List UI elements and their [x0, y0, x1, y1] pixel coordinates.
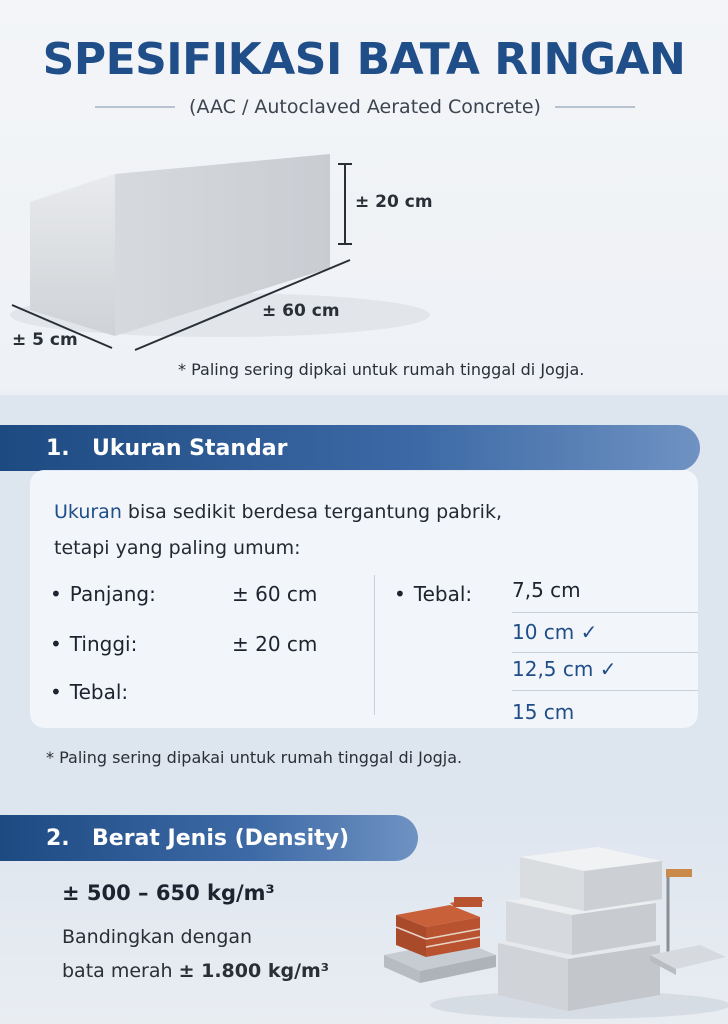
thickness-option: [512, 578, 652, 602]
spec-item-length: • Panjang:: [50, 582, 156, 606]
block-front-face: [30, 174, 115, 336]
thickness-divider: [512, 612, 698, 613]
compare-prefix: bata merah: [62, 960, 179, 982]
spec-label: Tebal:: [69, 680, 129, 704]
thickness-value: 15 cm: [512, 700, 575, 724]
thickness-option: [512, 657, 652, 681]
section1-note: * Paling sering dipakai untuk rumah tinggal di Jogja.: [46, 748, 463, 767]
density-value: ± 500 – 650 kg/m³: [62, 881, 275, 905]
thickness-value: 10 cm: [512, 620, 575, 644]
hero-note: * Paling sering dipkai untuk rumah tinggal di Jogja.: [178, 360, 585, 379]
red-brick-density: ± 1.800 kg/m³: [178, 960, 330, 982]
check-icon: ✓: [599, 657, 617, 681]
thickness-heading: • Tebal:: [394, 582, 473, 606]
dimension-height: ± 20 cm: [355, 192, 433, 212]
thickness-divider: [512, 690, 698, 691]
section1-header: [0, 425, 700, 471]
section2-title: Berat Jenis (Density): [92, 825, 350, 851]
check-icon: ✓: [580, 620, 598, 644]
column-divider: [374, 575, 375, 715]
subtitle-row: [95, 92, 635, 122]
thickness-divider: [512, 652, 698, 653]
dimension-thickness: ± 5 cm: [12, 330, 78, 350]
thickness-value: 12,5 cm: [512, 657, 594, 681]
thickness-value: 7,5 cm: [512, 578, 581, 602]
section1-number: 1.: [46, 435, 70, 461]
section1-title: Ukuran Standar: [92, 435, 288, 461]
section2-header: [0, 815, 418, 861]
page-title: SPESIFIKASI BATA RINGAN: [42, 34, 686, 85]
subtitle-rule-left: [95, 106, 175, 108]
spec-item-thickness: • Tebal:: [50, 680, 129, 704]
spec-label: Tinggi:: [69, 632, 138, 656]
spec-value-height: ± 20 cm: [232, 632, 318, 656]
spec-label: Panjang:: [69, 582, 156, 606]
aac-block-illustration: [0, 140, 728, 390]
blocks-vs-bricks-illustration: [380, 835, 728, 1024]
red-bricks: [396, 897, 484, 957]
page-subtitle: (AAC / Autoclaved Aerated Concrete): [189, 96, 541, 118]
aac-blocks: [498, 847, 662, 1011]
subtitle-rule-right: [555, 106, 635, 108]
spec-item-height: • Tinggi:: [50, 632, 138, 656]
thickness-option: [512, 620, 652, 644]
compare-line1: Bandingkan dengan: [62, 926, 253, 948]
intro-line2: tetapi yang paling umum:: [54, 537, 301, 559]
thickness-option: [512, 700, 652, 724]
section2-number: 2.: [46, 825, 70, 851]
dimension-length: ± 60 cm: [262, 301, 340, 321]
intro-highlight: Ukuran: [54, 501, 122, 523]
section1-intro: [54, 494, 664, 566]
spec-value-length: ± 60 cm: [232, 582, 318, 606]
compare-line2: [62, 960, 329, 982]
intro-line1: bisa sedikit berdesa tergantung pabrik,: [121, 501, 502, 523]
thickness-label: Tebal:: [413, 582, 473, 606]
